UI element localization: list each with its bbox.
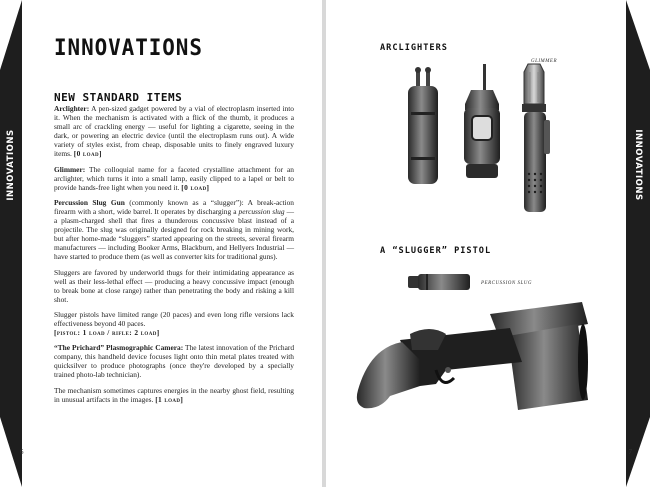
paragraph-ghost-field: The mechanism sometimes captures energies in the nearby ghost field, resulting in unusual artifacts in the images. [1 load] — [54, 385, 294, 404]
paragraph-camera: “The Prichard” Plasmographic Camera: The latest innovation of the Prichard company, this handheld device focuses light onto thin metal plates treated with quicksilver to produce photographs (once they're developed by a specially trained photo-lab technician). — [54, 343, 295, 380]
page-number-left: 6 — [20, 448, 24, 456]
arclighter-one — [408, 67, 438, 184]
left-side-tab — [0, 0, 22, 487]
caption-arclighters: ARCLIGHTERS — [380, 43, 448, 53]
label-percussion-slug: PERCUSSION SLUG — [481, 281, 532, 286]
label-glimmer: GLIMMER — [531, 59, 557, 64]
right-page — [326, 0, 650, 487]
paragraph-sluggers-favored: Sluggers are favored by underworld thugs for their intimidating appearance as well as their less-lethal effect — producing a heavy concussive impact (enough to break bone at close range) rather than penetrating the body and risking a kill shot. — [54, 267, 294, 304]
paragraph-arclighter: Arclighter: A pen-sized gadget powered by a vial of electroplasm inserted into it. When the mechanism is activated with a flick of the thumb, it produces a small arc of crackling energy — useful for lighting a cigarette, seeing in the dark, or powering an electric device (until the electroplasm runs out). A wide variety of styles exist, from cheap, disposable units to finely engraved luxury items. [0 load] — [54, 104, 294, 159]
percussion-slug-illustration — [406, 268, 472, 296]
section-heading: NEW STANDARD ITEMS — [54, 91, 183, 104]
slugger-pistol-illustration — [350, 300, 600, 420]
body-text — [54, 104, 294, 410]
left-page — [0, 0, 322, 487]
arclighter-two — [464, 64, 500, 178]
page-title: INNOVATIONS — [54, 36, 203, 61]
caption-slugger-pistol: A “SLUGGER” PISTOL — [380, 246, 492, 256]
paragraph-slugger-range: Slugger pistols have limited range (20 paces) and even long rifle versions lack effectiveness beyond 40 paces. [pistol: 1 load / rifle: 2 load] — [54, 309, 294, 338]
paragraph-slug-gun: Percussion Slug Gun (commonly known as a “slugger”): A break-action firearm with a short, wide barrel. It operates by discharging a percussion slug — a plasm-charged shell that fires a thunderous concussive blast instead of a projectile. The slug was originally designed for rock breaking in mining work, but after home-made “sluggers” started appearing on the streets, several firearm manufacturers — including Booker Arms, Blackburn, and Hellyers Industrial — have started to produce them (as well as converter kits for traditional guns). — [54, 197, 295, 262]
pistol-frame — [357, 328, 522, 408]
page-number-right: 7 — [628, 448, 632, 456]
left-tab-label: INNOVATIONS — [6, 129, 16, 201]
arclighter-glimmer — [522, 64, 550, 212]
arclighters-illustration — [386, 62, 586, 222]
paragraph-glimmer: Glimmer: The colloquial name for a faceted crystalline attachment for an arclighter, which turns it into a small lamp, easily clipped to a lapel or belt to provide hands-free light when you need it. [0 load] — [54, 164, 294, 192]
right-side-tab — [626, 0, 650, 487]
right-tab-label: INNOVATIONS — [633, 129, 643, 201]
